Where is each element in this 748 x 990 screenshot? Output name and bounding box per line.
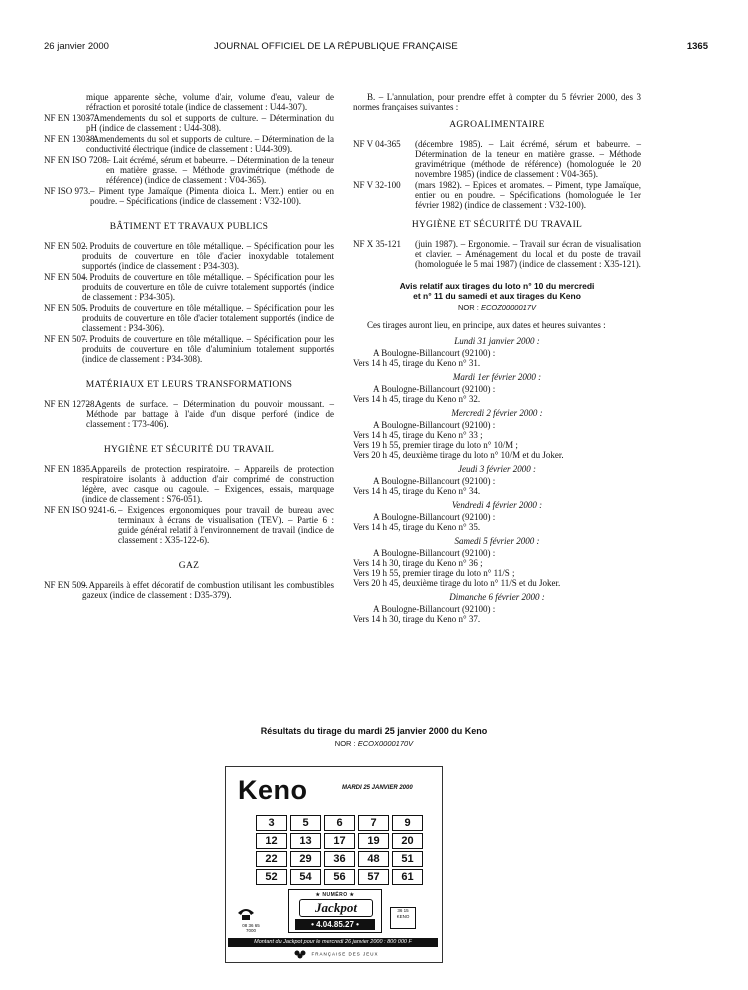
schedule-place: A Boulogne-Billancourt (92100) : bbox=[373, 512, 496, 522]
page-header bbox=[44, 41, 708, 55]
standard-entry bbox=[353, 180, 641, 210]
avis-nor-label: NOR : bbox=[458, 303, 481, 312]
standard-text: (décembre 1985). – Lait écrémé, sérum et babeurre. – Détermination de la teneur en matière grasse. – Méthode gravimétrique (méthode de référence) (homologuée le 20 novembre 1985) (indice de classement : V04-365). bbox=[415, 139, 641, 179]
schedule-draw: Vers 14 h 45, tirage du Keno n° 32. bbox=[353, 394, 481, 404]
left-column bbox=[44, 92, 334, 601]
keno-grid-row bbox=[256, 869, 426, 885]
schedule-draw: Vers 14 h 30, tirage du Keno n° 36 ; bbox=[353, 558, 483, 568]
keno-number-cell: 52 bbox=[256, 869, 287, 885]
schedule-place: A Boulogne-Billancourt (92100) : bbox=[373, 348, 496, 358]
standard-ref: NF X 35-121 bbox=[353, 239, 402, 249]
standard-entry bbox=[44, 505, 334, 545]
standard-ref: NF EN 504. bbox=[44, 272, 88, 282]
keno-number-cell: 51 bbox=[392, 851, 423, 867]
keno-number-cell: 17 bbox=[324, 833, 355, 849]
standard-entry bbox=[44, 134, 334, 154]
jackpot-label: ★ NUMÉRO ★ bbox=[315, 892, 355, 898]
keno-number-cell: 56 bbox=[324, 869, 355, 885]
standard-ref: NF EN 507. bbox=[44, 334, 88, 344]
standard-entry bbox=[44, 272, 334, 302]
standard-ref: NF EN 13038. bbox=[44, 134, 97, 144]
schedule-draw: Vers 14 h 45, tirage du Keno n° 34. bbox=[353, 486, 481, 496]
schedule-place: A Boulogne-Billancourt (92100) : bbox=[373, 548, 496, 558]
phone-number bbox=[234, 923, 268, 933]
standard-text: – Produits de couverture en tôle métallique. – Spécification pour les produits de couverture en tôle d'aluminium totalement supportés (indice de classement : P34-308). bbox=[82, 334, 334, 364]
phone-number-line-2: 7000 bbox=[245, 928, 256, 933]
section-title-batiment: BÂTIMENT ET TRAVAUX PUBLICS bbox=[109, 222, 269, 232]
standard-ref: NF EN 505. bbox=[44, 303, 88, 313]
standard-ref: NF EN 509. bbox=[44, 580, 88, 590]
avis-nor bbox=[353, 303, 641, 313]
results-title: Résultats du tirage du mardi 25 janvier 2000 du Keno bbox=[260, 726, 488, 736]
standard-text: – Appareils à effet décoratif de combustion utilisant les combustibles gazeux (indice de classement : D35-379). bbox=[82, 580, 334, 600]
header-date: 26 janvier 2000 bbox=[44, 41, 109, 52]
standard-ref: NF EN 1835. bbox=[44, 464, 93, 474]
keno-number-cell: 3 bbox=[256, 815, 287, 831]
avis-title-line-2: et n° 11 du samedi et aux tirages du Keno bbox=[413, 291, 581, 301]
standard-ref: NF EN ISO 9241-6. bbox=[44, 505, 117, 515]
standard-entry bbox=[44, 399, 334, 429]
standard-entry bbox=[353, 139, 641, 179]
keno-number-cell: 5 bbox=[290, 815, 321, 831]
standard-text: – Appareils de protection respiratoire. – Appareils de protection respiratoire isolants à adduction d'air comprimé de construction légère, avec casque ou cagoule. – Exigences, essais, marquage (indice de classement : S76-051). bbox=[82, 464, 334, 504]
schedule-place: A Boulogne-Billancourt (92100) : bbox=[373, 476, 496, 486]
keno-number-cell: 36 bbox=[324, 851, 355, 867]
schedule-place: A Boulogne-Billancourt (92100) : bbox=[373, 604, 496, 614]
standard-text: – Produits de couverture en tôle métallique. – Spécification pour les produits de couverture en tôle d'acier totalement supportés (indice de classement : P34-306). bbox=[82, 303, 334, 333]
keno-number-cell: 20 bbox=[392, 833, 423, 849]
standard-entry bbox=[44, 303, 334, 333]
section-title-materiaux: MATÉRIAUX ET LEURS TRANSFORMATIONS bbox=[85, 380, 293, 390]
telephone-icon bbox=[236, 907, 256, 921]
schedule-day-heading: Mercredi 2 février 2000 : bbox=[451, 408, 543, 418]
results-nor bbox=[0, 739, 748, 748]
standard-text: – Amendements du sol et supports de culture. – Détermination du pH (indice de classement : U44-308). bbox=[86, 113, 334, 133]
phone-number-line-1: 08 36 65 bbox=[242, 923, 260, 928]
keno-number-grid bbox=[256, 815, 426, 887]
entry-continuation: mique apparente sèche, volume d'air, volume d'eau, valeur de réfraction et porosité totale (indice de classement : U44-307). bbox=[86, 92, 334, 112]
schedule-draw: Vers 20 h 45, deuxième tirage du loto n° 11/S et du Joker. bbox=[353, 578, 561, 588]
keno-number-cell: 22 bbox=[256, 851, 287, 867]
clover-logo-icon bbox=[293, 950, 307, 959]
schedule-draw: Vers 14 h 45, tirage du Keno n° 31. bbox=[353, 358, 481, 368]
keno-number-cell: 19 bbox=[358, 833, 389, 849]
standard-entry bbox=[44, 186, 334, 206]
results-nor-code: ECOX0000170V bbox=[357, 739, 414, 748]
keno-number-cell: 54 bbox=[290, 869, 321, 885]
jackpot-amount-banner: Montant du Jackpot pour le mercredi 26 janvier 2000 : 800 000 F bbox=[228, 938, 438, 947]
ticket-date: MARDI 25 JANVIER 2000 bbox=[342, 785, 413, 791]
keno-number-cell: 13 bbox=[290, 833, 321, 849]
jackpot-number: • 4.04.85.27 • bbox=[295, 919, 375, 930]
keno-number-cell: 48 bbox=[358, 851, 389, 867]
minitel-icon bbox=[390, 907, 416, 929]
schedule-place: A Boulogne-Billancourt (92100) : bbox=[373, 384, 496, 394]
header-page-number: 1365 bbox=[686, 41, 708, 52]
standard-text: – Piment type Jamaïque (Pimenta dioica L. Merr.) entier ou en poudre. – Spécifications (indice de classement : V32-100). bbox=[90, 186, 334, 206]
standard-text: – Produits de couverture en tôle métallique. – Spécification pour les produits de couverture en tôle de cuivre totalement supportés (indice de classement : P34-305). bbox=[82, 272, 334, 302]
avis-title-line-1: Avis relatif aux tirages du loto n° 10 du mercredi bbox=[399, 281, 595, 291]
keno-number-cell: 9 bbox=[392, 815, 423, 831]
standard-entry bbox=[44, 580, 334, 600]
keno-grid-row bbox=[256, 833, 426, 849]
schedule-day-heading: Dimanche 6 février 2000 : bbox=[449, 592, 545, 602]
section-title-gaz: GAZ bbox=[178, 561, 200, 571]
keno-logo: Keno bbox=[238, 775, 308, 805]
keno-number-cell: 29 bbox=[290, 851, 321, 867]
schedule-draw: Vers 19 h 55, premier tirage du loto n° 10/M ; bbox=[353, 440, 518, 450]
results-nor-label: NOR : bbox=[334, 739, 358, 748]
keno-grid-row bbox=[256, 815, 426, 831]
keno-number-cell: 7 bbox=[358, 815, 389, 831]
jackpot-name: Jackpot bbox=[299, 899, 373, 917]
standard-text: – Exigences ergonomiques pour travail de bureau avec terminaux à écrans de visualisation (TEV). – Partie 6 : guide général relatif à l'environnement de travail (indice de classement : X35-122-6). bbox=[118, 505, 334, 545]
annulation-paragraph: B. – L'annulation, pour prendre effet à compter du 5 février 2000, des 3 normes françaises suivantes : bbox=[353, 92, 641, 112]
section-title-hygiene: HYGIÈNE ET SÉCURITÉ DU TRAVAIL bbox=[103, 445, 275, 455]
schedule-draw: Vers 19 h 55, premier tirage du loto n° 11/S ; bbox=[353, 568, 515, 578]
keno-ticket bbox=[225, 766, 443, 963]
standard-text: – Agents de surface. – Détermination du pouvoir moussant. – Méthode par battage à l'aide d'un disque perforé (indice de classement : T73-406). bbox=[86, 399, 334, 429]
jackpot-box bbox=[288, 889, 382, 933]
schedule-day-heading: Vendredi 4 février 2000 : bbox=[451, 500, 543, 510]
standard-ref: NF EN 13037. bbox=[44, 113, 97, 123]
avis-intro: Ces tirages auront lieu, en principe, aux dates et heures suivantes : bbox=[367, 320, 606, 330]
keno-number-cell: 61 bbox=[392, 869, 423, 885]
standard-text: – Produits de couverture en tôle métallique. – Spécification pour les produits de couverture en tôle d'acier inoxydable totalement supportés (indice de classement : P34-303). bbox=[82, 241, 334, 271]
schedule-draw: Vers 14 h 45, tirage du Keno n° 35. bbox=[353, 522, 481, 532]
section-title-hygiene-right: HYGIÈNE ET SÉCURITÉ DU TRAVAIL bbox=[411, 220, 583, 230]
standard-ref: NF ISO 973. bbox=[44, 186, 91, 196]
schedule-day-heading: Mardi 1er février 2000 : bbox=[452, 372, 542, 382]
schedule-draw: Vers 20 h 45, deuxième tirage du loto n° 10/M et du Joker. bbox=[353, 450, 564, 460]
schedule-draw: Vers 14 h 45, tirage du Keno n° 33 ; bbox=[353, 430, 483, 440]
schedule-days bbox=[353, 336, 641, 624]
minitel-line-1: 36 15 bbox=[397, 908, 409, 913]
fdj-footer bbox=[286, 950, 386, 959]
standard-ref: NF EN 12728. bbox=[44, 399, 97, 409]
standard-text: (juin 1987). – Ergonomie. – Travail sur écran de visualisation et clavier. – Aménagement du local et du poste de travail (homologuée le 5 mai 1987) (indice de classement : X35-121). bbox=[415, 239, 641, 269]
section-title-agro: AGROALIMENTAIRE bbox=[449, 120, 545, 130]
standard-entry bbox=[353, 239, 641, 269]
keno-number-cell: 6 bbox=[324, 815, 355, 831]
standard-entry bbox=[44, 334, 334, 364]
avis-title bbox=[353, 281, 641, 301]
schedule-day-heading: Jeudi 3 février 2000 : bbox=[458, 464, 536, 474]
standard-entry bbox=[44, 155, 334, 185]
standard-text: – Amendements du sol et supports de culture. – Détermination de la conductivité électrique (indice de classement : U44-309). bbox=[86, 134, 334, 154]
keno-number-cell: 12 bbox=[256, 833, 287, 849]
standard-ref: NF V 04-365 bbox=[353, 139, 401, 149]
keno-number-cell: 57 bbox=[358, 869, 389, 885]
header-journal-title: JOURNAL OFFICIEL DE LA RÉPUBLIQUE FRANÇAISE bbox=[214, 41, 458, 52]
schedule-draw: Vers 14 h 30, tirage du Keno n° 37. bbox=[353, 614, 481, 624]
keno-grid-row bbox=[256, 851, 426, 867]
schedule-place: A Boulogne-Billancourt (92100) : bbox=[373, 420, 496, 430]
schedule-day-heading: Samedi 5 février 2000 : bbox=[454, 536, 540, 546]
standard-ref: NF EN 502. bbox=[44, 241, 88, 251]
standard-ref: NF V 32-100 bbox=[353, 180, 401, 190]
fdj-label: FRANÇAISE DES JEUX bbox=[311, 951, 379, 957]
standard-text: (mars 1982). – Epices et aromates. – Piment, type Jamaïque, entier ou en poudre. – Spécifications (homologuée le 1er février 1982) (indice de classement : V32-100). bbox=[415, 180, 641, 210]
standard-entry bbox=[44, 113, 334, 133]
standard-entry bbox=[44, 464, 334, 504]
avis-nor-code: ECOZ0000017V bbox=[480, 303, 536, 312]
standard-entry bbox=[44, 241, 334, 271]
standard-ref: NF EN ISO 7208. bbox=[44, 155, 110, 165]
minitel-line-2: KENO bbox=[396, 914, 410, 919]
schedule-day-heading: Lundi 31 janvier 2000 : bbox=[454, 336, 540, 346]
standard-text: – Lait écrémé, sérum et babeurre. – Détermination de la teneur en matière grasse. – Méthode gravimétrique (méthode de référence) (indice de classement : V04-365). bbox=[106, 155, 334, 185]
right-column bbox=[353, 92, 641, 624]
